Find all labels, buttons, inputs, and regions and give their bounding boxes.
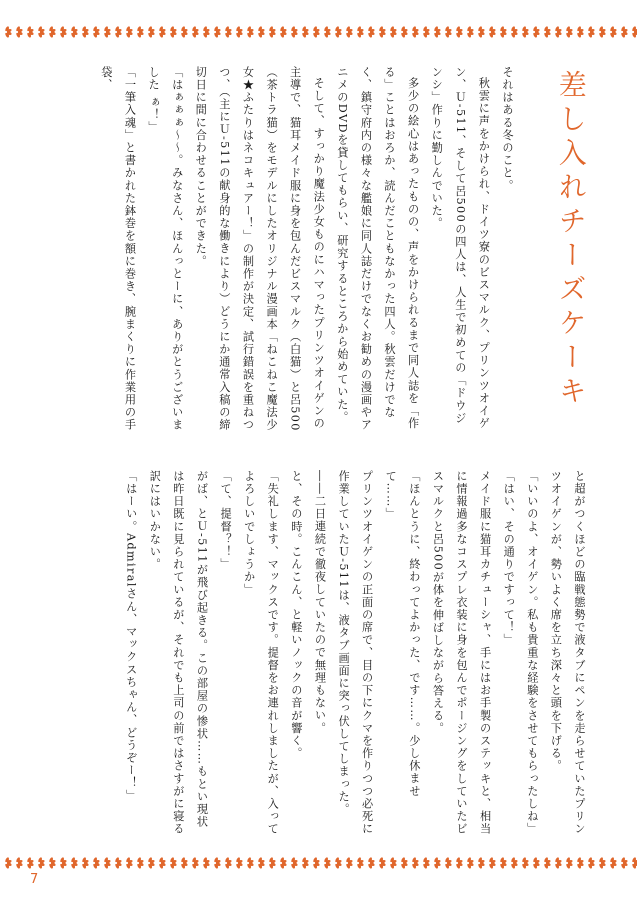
flower-icon xyxy=(170,26,178,38)
flower-icon xyxy=(632,26,637,38)
flower-icon xyxy=(544,26,552,38)
flower-icon xyxy=(60,26,68,38)
flower-icon xyxy=(115,26,123,38)
flower-icon xyxy=(82,857,90,869)
flower-icon xyxy=(280,857,288,869)
flower-icon xyxy=(137,857,145,869)
flower-icon xyxy=(49,26,57,38)
flower-icon xyxy=(610,26,618,38)
flower-icon xyxy=(203,26,211,38)
flower-icon xyxy=(269,26,277,38)
flower-icon xyxy=(390,26,398,38)
paragraph: メイド服に猫耳カチューシャ、手にはお手製のステッキと、相当に情報過多なコスプレ衣装に身を包んでポージングをしていたビスマルクと呂500が体を伸ばしながら答える。 xyxy=(431,470,492,836)
flower-icon xyxy=(335,857,343,869)
flower-icon xyxy=(577,857,585,869)
flower-icon xyxy=(291,857,299,869)
paragraph: 「一筆入魂」と書かれた鉢巻を額に巻き、腕まくりに作業用の手袋、 xyxy=(99,66,137,432)
flower-icon xyxy=(423,26,431,38)
flower-icon xyxy=(324,857,332,869)
flower-icon xyxy=(467,857,475,869)
dialogue-line: 「はーい。Admiralさん、マックスちゃん、どうぞー！」 xyxy=(124,470,138,803)
dialogue-line: 「て、提督？！」 xyxy=(219,470,233,571)
flower-icon xyxy=(302,26,310,38)
top-flower-border xyxy=(0,24,637,40)
flower-icon xyxy=(434,26,442,38)
flower-icon xyxy=(192,857,200,869)
flower-icon xyxy=(214,26,222,38)
dialogue-line: 「失礼します、マックスです。提督をお連れしましたが、入ってよろしいでしょうか」 xyxy=(242,470,280,836)
paragraph: と、その時。こんこん、と軽いノックの音が響く。 xyxy=(289,470,303,760)
flower-icon xyxy=(192,26,200,38)
flower-icon xyxy=(423,857,431,869)
bottom-flower-border xyxy=(0,855,637,871)
flower-icon xyxy=(632,857,637,869)
flower-icon xyxy=(522,26,530,38)
flower-icon xyxy=(247,857,255,869)
flower-icon xyxy=(49,857,57,869)
upper-text-block xyxy=(94,66,519,436)
flower-icon xyxy=(181,26,189,38)
paragraph: プリンツオイゲンの正面の席で、目の下にクマを作りつつ必死に作業していたＵ-511は、液タブ画面に突っ伏してしまった。 xyxy=(337,470,374,836)
chapter-title: 差し入れチーズケーキ xyxy=(554,70,588,410)
paragraph: 秋雲に声をかけられ、ドイツ寮のビスマルク、プリンツオイゲン、Ｕ-511、そして呂500の四人は、人生で初めての「ドウジンシ」作りに勤しんでいた。 xyxy=(430,66,491,430)
flower-icon xyxy=(302,857,310,869)
flower-icon xyxy=(313,857,321,869)
flower-icon xyxy=(170,857,178,869)
flower-icon xyxy=(148,26,156,38)
flower-icon xyxy=(445,857,453,869)
flower-icon xyxy=(225,26,233,38)
paragraph: がば、とＵ-511が飛び起きる。この部屋の惨状……もとい現状は昨日既に見られているが、それでも上司の前ではさすがに寝る訳にはいかない。 xyxy=(148,470,209,836)
flower-icon xyxy=(335,26,343,38)
flower-icon xyxy=(269,857,277,869)
flower-icon xyxy=(467,26,475,38)
flower-icon xyxy=(258,857,266,869)
flower-ornament-icon xyxy=(0,855,637,871)
flower-icon xyxy=(401,26,409,38)
flower-icon xyxy=(456,857,464,869)
dialogue-line: 「はい、その通りですって！」 xyxy=(502,470,516,647)
flower-icon xyxy=(588,26,596,38)
paragraph: それはある冬のこと。 xyxy=(501,66,514,192)
flower-icon xyxy=(610,857,618,869)
paragraph: ――二日連続で徹夜していたので無理もない。 xyxy=(313,470,327,735)
flower-icon xyxy=(16,857,24,869)
flower-icon xyxy=(181,857,189,869)
flower-icon xyxy=(368,26,376,38)
flower-icon xyxy=(313,26,321,38)
lower-text-block xyxy=(119,470,591,840)
paragraph: と超がつくほどの臨戦態勢で液タブにペンを走らせていたプリンツオイゲンが、勢いよく席を立ち深々と頭を下げる。 xyxy=(549,470,586,836)
flower-icon xyxy=(555,857,563,869)
flower-icon xyxy=(148,857,156,869)
flower-icon xyxy=(533,26,541,38)
flower-icon xyxy=(555,26,563,38)
flower-icon xyxy=(203,857,211,869)
page-number: 7 xyxy=(30,872,39,887)
dialogue-line: 「はぁぁぁ～～。みなさん、ほんっとーに、ありがとうございました ぁ！」 xyxy=(147,66,184,432)
flower-icon xyxy=(566,26,574,38)
flower-icon xyxy=(236,26,244,38)
dialogue-line: 「いいのよ、オイゲン。私も貴重な経験をさせてもらったしね」 xyxy=(525,470,539,836)
flower-icon xyxy=(27,857,35,869)
flower-icon xyxy=(93,26,101,38)
flower-icon xyxy=(38,857,46,869)
flower-icon xyxy=(324,26,332,38)
flower-icon xyxy=(544,857,552,869)
flower-icon xyxy=(489,26,497,38)
flower-icon xyxy=(5,26,13,38)
flower-icon xyxy=(368,857,376,869)
flower-icon xyxy=(214,857,222,869)
flower-icon xyxy=(126,26,134,38)
flower-icon xyxy=(566,857,574,869)
flower-icon xyxy=(621,26,629,38)
flower-icon xyxy=(104,26,112,38)
flower-ornament-icon xyxy=(0,24,637,40)
flower-icon xyxy=(82,26,90,38)
flower-icon xyxy=(588,857,596,869)
flower-icon xyxy=(5,857,13,869)
flower-icon xyxy=(93,857,101,869)
flower-icon xyxy=(16,26,24,38)
flower-icon xyxy=(533,857,541,869)
flower-icon xyxy=(456,26,464,38)
flower-icon xyxy=(599,857,607,869)
flower-icon xyxy=(412,26,420,38)
flower-icon xyxy=(577,26,585,38)
flower-icon xyxy=(71,26,79,38)
flower-icon xyxy=(60,857,68,869)
flower-icon xyxy=(27,26,35,38)
flower-icon xyxy=(346,857,354,869)
flower-icon xyxy=(621,857,629,869)
flower-icon xyxy=(280,26,288,38)
flower-icon xyxy=(38,26,46,38)
flower-icon xyxy=(511,26,519,38)
flower-icon xyxy=(390,857,398,869)
flower-icon xyxy=(412,857,420,869)
flower-icon xyxy=(71,857,79,869)
flower-icon xyxy=(522,857,530,869)
flower-icon xyxy=(126,857,134,869)
flower-icon xyxy=(115,857,123,869)
flower-icon xyxy=(434,857,442,869)
flower-icon xyxy=(104,857,112,869)
paragraph: そして、すっかり魔法少女ものにハマったプリンツオイゲンの主導で、猫耳メイド服に身を包んだビスマルク（白猫）と呂500（茶トラ猫）をモデルにしたオリジナル漫画本「ねこねこ魔法少女★ふたりはネコキュアー！」の制作が決定、試行錯誤を重ねつつ、（主にＵ-511の献身的な働きにより）どうにか通常入稿の締切日に間に合わせることができた。 xyxy=(194,66,326,432)
paragraph: 多少の絵心はあったものの、声をかけられるまで同人誌を「作る」ことはおろか、読んだこともなかった四人。秋雲だけでなく、鎮守府内の様々な艦娘に同人誌だけでなくお勧めの漫画やアニメのDVDを貸してもらい、研究するところから始めていた。 xyxy=(335,66,420,432)
flower-icon xyxy=(511,857,519,869)
flower-icon xyxy=(236,857,244,869)
flower-icon xyxy=(159,857,167,869)
flower-icon xyxy=(291,26,299,38)
flower-icon xyxy=(489,857,497,869)
flower-icon xyxy=(247,26,255,38)
flower-icon xyxy=(500,26,508,38)
flower-icon xyxy=(500,857,508,869)
flower-icon xyxy=(599,26,607,38)
flower-icon xyxy=(258,26,266,38)
flower-icon xyxy=(357,26,365,38)
flower-icon xyxy=(401,857,409,869)
flower-icon xyxy=(137,26,145,38)
dialogue-line: 「ほんとうに、終わってよかった、です……。少し休ませて……」 xyxy=(384,470,421,798)
flower-icon xyxy=(225,857,233,869)
flower-icon xyxy=(346,26,354,38)
flower-icon xyxy=(357,857,365,869)
flower-icon xyxy=(478,26,486,38)
flower-icon xyxy=(159,26,167,38)
flower-icon xyxy=(445,26,453,38)
flower-icon xyxy=(379,857,387,869)
flower-icon xyxy=(478,857,486,869)
flower-icon xyxy=(379,26,387,38)
